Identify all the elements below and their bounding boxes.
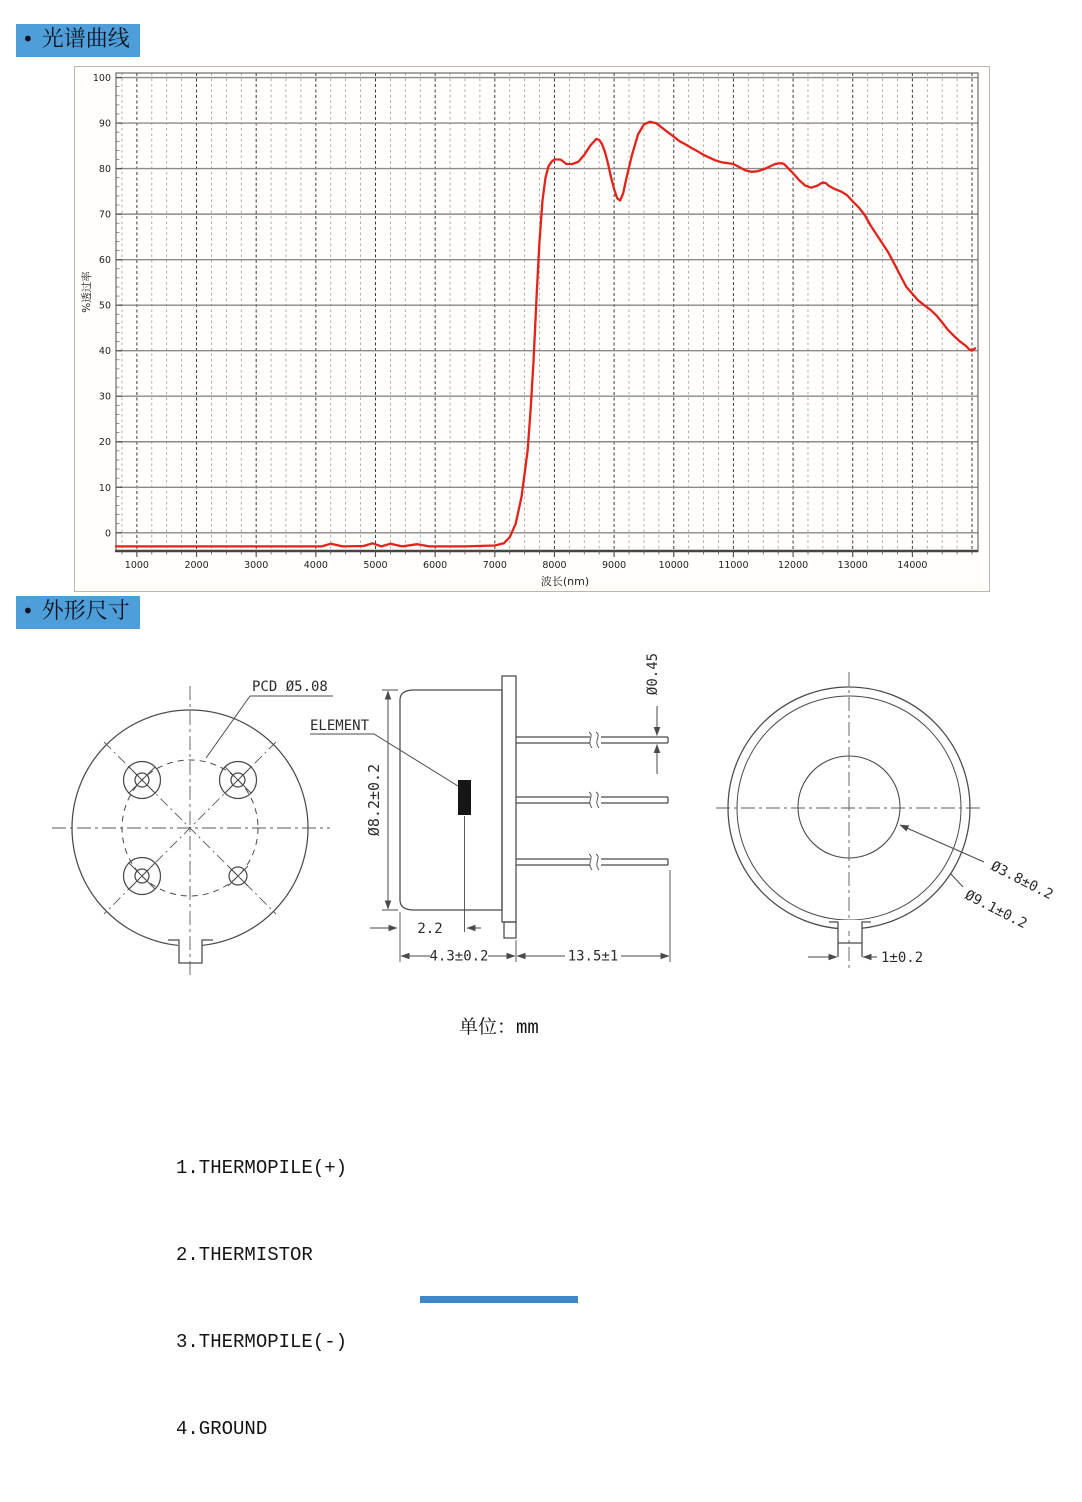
svg-text:10000: 10000 xyxy=(658,560,689,571)
svg-text:80: 80 xyxy=(98,164,111,176)
pin-marker xyxy=(228,866,248,886)
svg-text:20: 20 xyxy=(98,437,111,449)
window-diameter-label: Ø3.8±0.2 xyxy=(988,858,1056,904)
element-label: ELEMENT xyxy=(310,718,370,734)
svg-text:100: 100 xyxy=(92,73,111,85)
svg-text:90: 90 xyxy=(98,118,111,130)
svg-text:30: 30 xyxy=(98,391,111,403)
svg-text:12000: 12000 xyxy=(777,560,809,571)
svg-text:50: 50 xyxy=(98,300,111,312)
dimension-drawings xyxy=(0,640,1082,1010)
next-section-highlight-fragment xyxy=(420,1296,578,1303)
svg-text:9000: 9000 xyxy=(602,560,627,571)
svg-text:11000: 11000 xyxy=(718,560,749,571)
svg-text:3000: 3000 xyxy=(244,560,269,571)
body-length-label: 4.3±0.2 xyxy=(429,948,489,965)
body-diameter-label: Ø8.2±0.2 xyxy=(365,763,383,837)
pcd-label: PCD Ø5.08 xyxy=(252,679,328,695)
svg-text:%透过率: %透过率 xyxy=(81,271,93,313)
pin-definition: 4.GROUND xyxy=(176,1418,268,1440)
svg-text:波长(nm): 波长(nm) xyxy=(540,575,590,588)
pin-marker xyxy=(124,858,161,895)
svg-text:4000: 4000 xyxy=(303,560,328,571)
spectral-chart xyxy=(75,67,989,591)
svg-text:6000: 6000 xyxy=(423,560,448,571)
rear-view-drawing xyxy=(716,672,984,972)
pin-definition: 3.THERMOPILE(-) xyxy=(176,1331,348,1353)
svg-text:10: 10 xyxy=(98,482,111,494)
spectral-chart-panel xyxy=(74,66,990,592)
svg-text:1000: 1000 xyxy=(124,560,149,571)
pin-definition: 2.THERMISTOR xyxy=(176,1244,313,1266)
element-offset-label: 2.2 xyxy=(417,921,443,937)
svg-text:60: 60 xyxy=(98,255,111,267)
pin-definition-list xyxy=(176,1096,347,1502)
section-title-spectral-curve xyxy=(16,24,140,57)
svg-text:13000: 13000 xyxy=(837,560,868,571)
svg-text:70: 70 xyxy=(98,209,111,221)
pin-diameter-label: Ø0.45 xyxy=(645,652,661,696)
svg-text:14000: 14000 xyxy=(897,560,928,571)
bullet-icon: • xyxy=(22,599,34,623)
bullet-icon: • xyxy=(22,27,34,51)
section-title-text: 外形尺寸 xyxy=(41,599,130,624)
svg-text:2000: 2000 xyxy=(184,560,209,571)
tab-width-label: 1±0.2 xyxy=(881,950,924,966)
pin-definition: 1.THERMOPILE(+) xyxy=(176,1157,348,1179)
section-title-text: 光谱曲线 xyxy=(41,27,130,52)
unit-note: 单位：mm xyxy=(459,1017,539,1039)
pin-marker xyxy=(220,762,257,799)
outer-diameter-label: Ø9.1±0.2 xyxy=(962,887,1030,933)
svg-text:0: 0 xyxy=(104,528,111,540)
svg-text:8000: 8000 xyxy=(542,560,567,571)
svg-text:5000: 5000 xyxy=(363,560,388,571)
section-title-outline-dimensions xyxy=(16,596,140,629)
front-view-drawing xyxy=(52,686,333,978)
svg-text:7000: 7000 xyxy=(482,560,507,571)
pin-marker xyxy=(124,762,161,799)
svg-text:40: 40 xyxy=(98,346,111,358)
pin-length-label: 13.5±1 xyxy=(567,948,619,965)
